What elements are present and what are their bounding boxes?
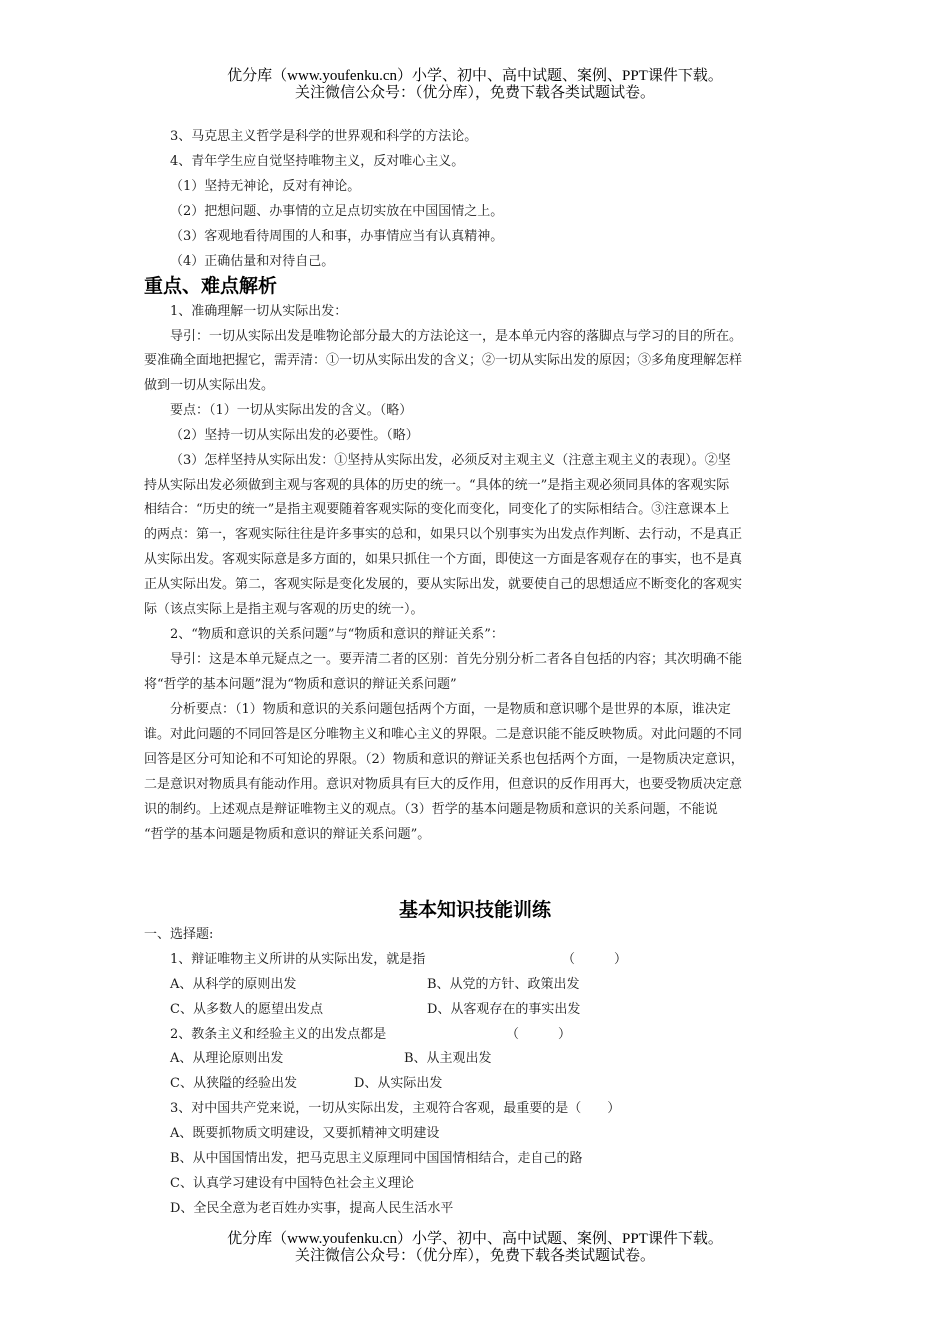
analysis-line: 导引：这是本单元疑点之一。要弄清二者的区别：首先分别分析二者各自包括的内容；其次明确不能 [170,652,743,667]
analysis-line: “哲学的基本问题是物质和意识的辩证关系问题”。 [144,827,431,842]
analysis-line: 持从实际出发必须做到主观与客观的具体的历史的统一。“具体的统一”是指主观必须同具体的客观实际 [144,478,730,493]
question-1-option-b: B、从党的方针、政策出发 [427,977,580,992]
question-3-option-a: A、既要抓物质文明建设，又要抓精神文明建设 [170,1126,440,1141]
question-2-option-b: B、从主观出发 [404,1051,492,1066]
analysis-line: 二是意识对物质具有能动作用。意识对物质具有巨大的反作用，但意识的反作用再大，也要受物质决定意 [144,777,743,792]
footer-line-1: 优分库（www.youfenku.cn）小学、初中、高中试题、案例、PPT课件下载。 [227,1231,723,1247]
question-1-option-d: D、从客观存在的事实出发 [427,1002,581,1017]
analysis-line: 正从实际出发。第二，客观实际是变化发展的，要从实际出发，就要使自己的思想适应不断变化的客观实 [144,577,743,592]
page-header [0,68,950,102]
analysis-line: 的两点：第一，客观实际往往是许多事实的总和，如果只以个别事实为出发点作判断、去行动，不是真正 [144,527,743,542]
header-line-2: 关注微信公众号：（优分库），免费下载各类试题试卷。 [294,85,655,101]
analysis-line: （3）怎样坚持从实际出发：①坚持从实际出发，必须反对主观主义（注意主观主义的表现）。②坚 [170,453,731,468]
analysis-line: 2、“物质和意识的关系问题”与“物质和意识的辩证关系”： [170,627,504,642]
question-1-option-a: A、从科学的原则出发 [170,977,297,992]
question-2-option-a: A、从理论原则出发 [170,1051,284,1066]
intro-point: （2）把想问题、办事情的立足点切实放在中国国情之上。 [170,204,504,219]
page-footer [0,1231,950,1265]
analysis-line: 1、准确理解一切从实际出发： [170,304,348,319]
question-2-option-d: D、从实际出发 [354,1076,443,1091]
question-1-option-c: C、从多数人的愿望出发点 [170,1002,323,1017]
question-2-stem: 2、教条主义和经验主义的出发点都是 [170,1027,387,1042]
analysis-line: 回答是区分可知论和不可知论的界限。（2）物质和意识的辩证关系也包括两个方面，一是物质决定意识， [144,752,744,767]
question-3-option-b: B、从中国国情出发，把马克思主义原理同中国国情相结合，走自己的路 [170,1151,583,1166]
question-3-option-d: D、全民全意为老百姓办实事，提高人民生活水平 [170,1201,454,1216]
analysis-line: 相结合：“历史的统一”是指主观要随着客观实际的变化而变化，同变化了的实际相结合。③注意课本上 [144,502,730,517]
analysis-line: 做到一切从实际出发。 [144,378,275,393]
analysis-line: 分析要点：（1）物质和意识的关系问题包括两个方面，一是物质和意识哪个是世界的本原，谁决定 [170,702,731,717]
question-1-answer-bracket: （ ） [562,952,628,967]
section-label: 一、选择题: [144,927,214,942]
question-1-stem: 1、辩证唯物主义所讲的从实际出发，就是指 [170,952,426,967]
question-2-answer-bracket: （ ） [506,1027,572,1042]
analysis-line: 识的制约。上述观点是辩证唯物主义的观点。（3）哲学的基本问题是物质和意识的关系问题，不能说 [144,802,718,817]
analysis-heading: 重点、难点解析 [144,275,278,297]
intro-point: （1）坚持无神论，反对有神论。 [170,179,361,194]
analysis-line: 际（该点实际上是指主观与客观的历史的统一）。 [144,602,424,617]
footer-line-2: 关注微信公众号：（优分库），免费下载各类试题试卷。 [294,1248,655,1264]
analysis-line: 导引：一切从实际出发是唯物论部分最大的方法论这一，是本单元内容的落脚点与学习的目的所在。 [170,329,743,344]
training-title: 基本知识技能训练 [398,899,551,921]
question-3-option-c: C、认真学习建设有中国特色社会主义理论 [170,1176,414,1191]
analysis-line: 从实际出发。客观实际意是多方面的，如果只抓住一个方面，即使这一方面是客观存在的事实，也不是真 [144,552,743,567]
intro-point: 3、马克思主义哲学是科学的世界观和科学的方法论。 [170,129,478,144]
analysis-line: （2）坚持一切从实际出发的必要性。（略） [170,428,419,443]
intro-point: （3）客观地看待周围的人和事，办事情应当有认真精神。 [170,229,504,244]
analysis-line: 要准确全面地把握它，需弄清：①一切从实际出发的含义；②一切从实际出发的原因；③多角度理解怎样 [144,353,743,368]
intro-point: 4、青年学生应自觉坚持唯物主义，反对唯心主义。 [170,154,465,169]
analysis-line: 要点：（1）一切从实际出发的含义。（略） [170,403,413,418]
question-3-stem: 3、对中国共产党来说，一切从实际出发，主观符合客观，最重要的是（ ） [170,1101,621,1116]
analysis-line: 将“哲学的基本问题”混为“物质和意识的辩证关系问题” [144,677,457,692]
intro-point: （4）正确估量和对待自己。 [170,254,335,269]
analysis-line: 谁。对此问题的不同回答是区分唯物主义和唯心主义的界限。二是意识能不能反映物质。对此问题的不同 [144,727,743,742]
header-line-1: 优分库（www.youfenku.cn）小学、初中、高中试题、案例、PPT课件下载。 [227,68,723,84]
question-2-option-c: C、从狭隘的经验出发 [170,1076,297,1091]
